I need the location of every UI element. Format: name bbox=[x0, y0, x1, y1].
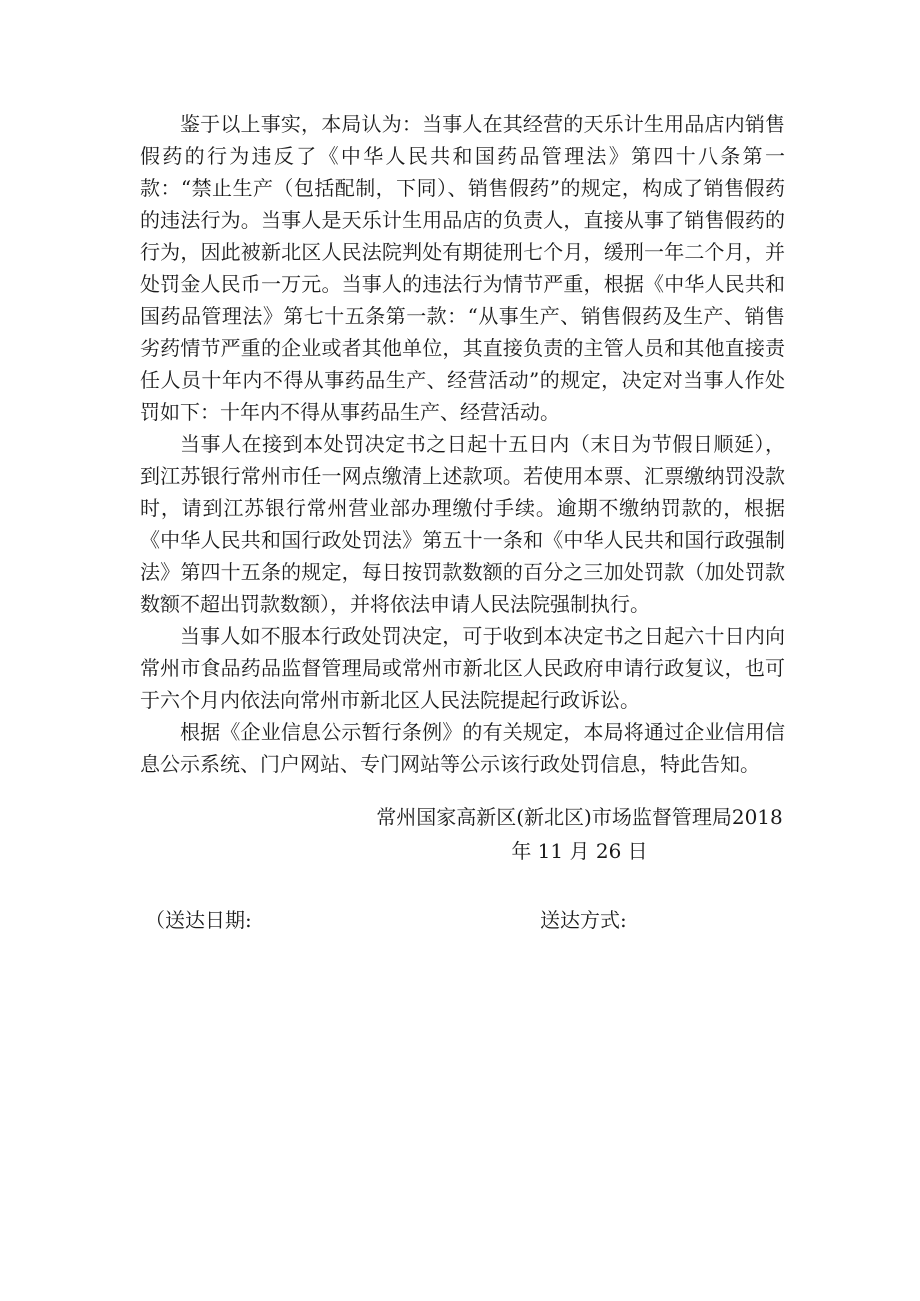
issue-date: 年 11 月 26 日 bbox=[511, 839, 648, 863]
document-body bbox=[140, 108, 785, 780]
paragraph-payment: 当事人在接到本处罚决定书之日起十五日内（末日为节假日顺延），到江苏银行常州市任一网点缴清上述款项。若使用本票、汇票缴纳罚没款时，请到江苏银行常州营业部办理缴付手续。逾期不缴纳罚款的，根据《中华人民共和国行政处罚法》第五十一条和《中华人民共和国行政强制法》第四十五条的规定，每日按罚款数额的百分之三加处罚款（加处罚款数额不超出罚款数额），并将依法申请人民法院强制执行。 bbox=[140, 432, 785, 616]
delivery-date-label: （送达日期: bbox=[145, 908, 252, 932]
delivery-method-label: 送达方式: bbox=[540, 908, 627, 932]
issuing-authority: 常州国家高新区(新北区)市场监督管理局2018 bbox=[376, 805, 783, 829]
paragraph-appeal: 当事人如不服本行政处罚决定，可于收到本决定书之日起六十日内向常州市食品药品监督管理局或常州市新北区人民政府申请行政复议，也可于六个月内依法向常州市新北区人民法院提起行政诉讼。 bbox=[140, 624, 785, 712]
paragraph-disclosure: 根据《企业信息公示暂行条例》的有关规定，本局将通过企业信用信息公示系统、门户网站、专门网站等公示该行政处罚信息，特此告知。 bbox=[140, 720, 785, 776]
paragraph-findings: 鉴于以上事实，本局认为：当事人在其经营的天乐计生用品店内销售假药的行为违反了《中华人民共和国药品管理法》第四十八条第一款：“禁止生产（包括配制，下同）、销售假药”的规定，构成了销售假药的违法行为。当事人是天乐计生用品店的负责人，直接从事了销售假药的行为，因此被新北区人民法院判处有期徒刑七个月，缓刑一年二个月，并处罚金人民币一万元。当事人的违法行为情节严重，根据《中华人民共和国药品管理法》第七十五条第一款：“从事生产、销售假药及生产、销售劣药情节严重的企业或者其他单位，其直接负责的主管人员和其他直接责任人员十年内不得从事药品生产、经营活动”的规定，决定对当事人作处罚如下：十年内不得从事药品生产、经营活动。 bbox=[140, 112, 785, 424]
signature-block bbox=[372, 800, 787, 868]
